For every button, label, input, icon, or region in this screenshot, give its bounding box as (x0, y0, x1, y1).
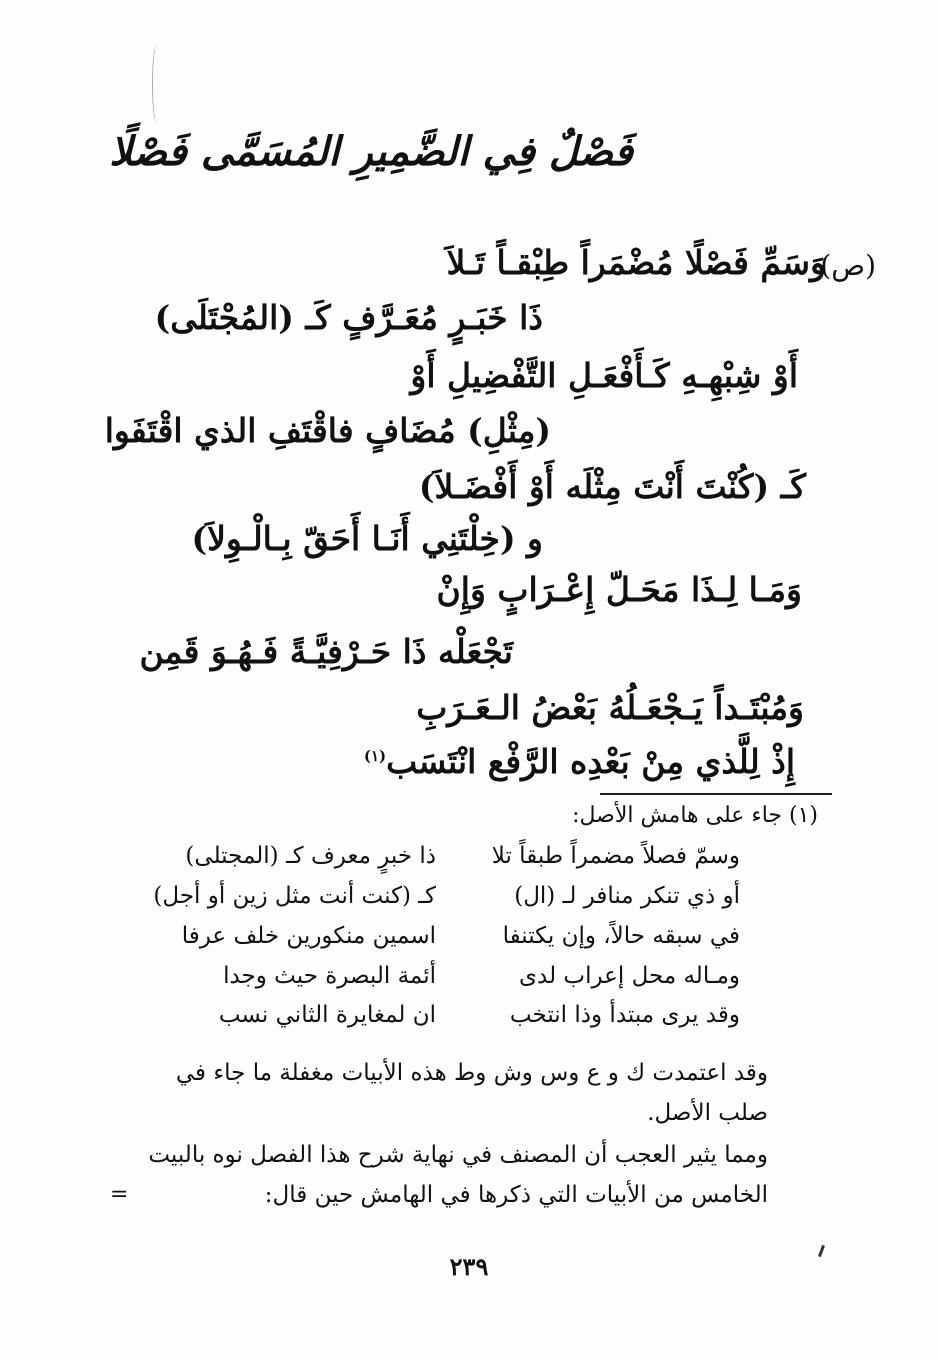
footnote-reference: (١) (363, 747, 387, 765)
verse-line-8: تَجْعَلْه ذَا حَـرْفِيَّـةً فَـهُـوَ قَمِن (139, 632, 513, 671)
footnote-verse-5b: ان لمغايرة الثاني نسب (218, 1002, 436, 1028)
footnote-verse-3a: في سبقه حالاً، وإن يكتنفا (502, 923, 740, 949)
verse-line-4: (مِثْلِ) مُضَافٍ فاقْتَفِ الذي اقْتَفَوا (104, 411, 551, 450)
footnote-note-line-3: ومما يثير العجب أن المصنف في نهاية شرح هذا الفصل نوه بالبيت (148, 1142, 768, 1168)
verse-line-5: كَـ (كُنْتَ أَنْتَ مِثْلَه أَوْ أَفْضَـلاَ) (418, 467, 806, 506)
verse-line-10-text: إِذْ لِلَّذي مِنْ بَعْدِه الرَّفْع انْتَسَب (386, 742, 795, 781)
verse-line-7: وَمَـا لِـذَا مَحَـلّ إِعْـرَابٍ وَإِنْ (436, 570, 802, 609)
footnote-verse-2b: كـ (كنت أنت مثل زين أو أجل) (153, 883, 436, 909)
footnote-note-line-4: الخامس من الأبيات التي ذكرها في الهامش حين قال: (264, 1182, 768, 1208)
footnote-separator (600, 793, 832, 795)
footnote-verse-1b: ذا خبرٍ معرف كـ (المجتلى) (185, 843, 436, 869)
verse-line-10 (364, 742, 795, 781)
chapter-title: فَصْلٌ فِي الضَّمِيرِ المُسَمَّى فَصْلًا (109, 128, 633, 175)
footnote-heading: (١) جاء على هامش الأصل: (572, 803, 818, 828)
verse-line-9: وَمُبْتَـداً يَـجْعَـلُهُ بَعْضُ الـعَـرَبِ (416, 688, 804, 727)
footnote-note-line-2: صلب الأصل. (647, 1100, 768, 1126)
verse-line-2: ذَا خَبَـرٍ مُعَـرَّفٍ كَـ (المُجْتَلَى) (154, 298, 543, 337)
verse-line-3: أَوْ شِبْهِـهِ كَـأَفْعَـلِ التَّفْضِيلِ أَوْ (410, 356, 798, 395)
footnote-verse-3b: اسمين منكورين خلف عرفا (181, 923, 436, 949)
footnote-verse-2a: أو ذي تنكر منافر لـ (ال) (514, 883, 740, 909)
verse-line-6: و (خِلْتَنِي أَنَـا أَحَقّ بِـالْـوِلاَ) (191, 519, 543, 558)
footnote-verse-4a: ومـاله محل إعراب لدى (519, 963, 740, 989)
verse-marker: (ص) (820, 249, 876, 282)
verse-line-1: وَسَمِّ فَصْلًا مُضْمَراً طِبْقـاً تَـلاَ (446, 243, 826, 282)
footnote-verse-5a: وقد يرى مبتدأ وذا انتخب (509, 1002, 740, 1028)
margin-pencil-mark (152, 45, 161, 123)
footnote-note-line-1: وقد اعتمدت ك و ع وس وش وط هذه الأبيات مغفلة ما جاء في (175, 1060, 768, 1086)
page-number: ٢٣٩ (449, 1252, 489, 1281)
footnote-verse-4b: أئمة البصرة حيث وجدا (223, 963, 436, 989)
continuation-mark: = (110, 1182, 129, 1207)
footnote-verse-1a: وسمّ فصلاً مضمراً طبقاً تلا (491, 843, 740, 869)
